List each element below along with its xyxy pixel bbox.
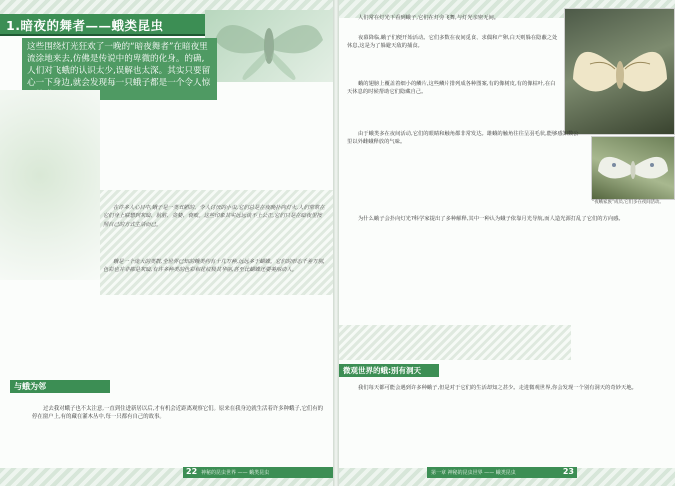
body-paragraph: 为什么蛾子会扑向灯光?科学家提出了多种解释,其中一种认为蛾子依靠月光导航,而人造光源打乱了它们的方向感。 [358, 216, 624, 222]
moth-photo-small [591, 136, 675, 200]
folio [183, 467, 333, 478]
italic-paragraph: 蛾是一个庞大的类群,全世界已知的蛾类约有十几万种,远远多于蝴蝶。它们的形态千差万别,色彩也并非都是灰暗,有许多种类的色彩和花纹极其华丽,甚至比蝴蝶还要美丽动人。 [103, 259, 325, 274]
left-page [0, 0, 333, 486]
page-number: 22 [186, 467, 198, 476]
body-paragraph: 蛾的翅膀上覆盖着细小的鳞片,这些鳞片排列成各种图案,有的像树皮,有的像枯叶,在白天休息的时候帮助它们隐藏自己。 [347, 81, 556, 96]
body-paragraph: 由于蛾类多在夜间活动,它们的眼睛和触角都非常发达。雄蛾的触角往往呈羽毛状,能够感知数公里以外雌蛾释放的气味。 [347, 131, 579, 146]
section-heading: 与蛾为邻 [14, 382, 46, 391]
right-page [339, 0, 675, 486]
body-paragraph: 夜幕降临,蛾子们便开始活动。它们多数在夜间觅食、求偶和产卵,白天则躲在隐蔽之处休息,这是为了躲避天敌的捕食。 [347, 35, 558, 50]
running-footer: 第一章 神秘的昆虫世界 —— 蛾类昆虫 [431, 470, 516, 476]
page-number: 23 [562, 467, 574, 476]
moth-illustration [205, 10, 333, 82]
body-paragraph: 过去我对蛾子也不太注意,一直到住进新居以后,才有机会近距离观察它们。原来在我身边就生活着许多种蛾子,它们有的停在窗户上,有的藏在灌木丛中,每一只都有自己的故事。 [32, 406, 324, 421]
folio [427, 467, 577, 478]
body-paragraph: 人们常在灯光下看到蛾子,它们在灯旁飞舞,与灯光亲密无间。 [358, 15, 500, 21]
article-title: 1.暗夜的舞者——蛾类昆虫 [6, 18, 164, 33]
photo-caption: “夜蛾家族”成员,它们多在夜间活动。 [592, 200, 664, 205]
lead-paragraph: 这些围绕灯光狂欢了一晚的“暗夜舞者”在暗夜里流涂地来去,仿佛是传说中的卑微的化身。的确,人们对飞蛾的认识太少,误解也太深。其实只要留心一下身边,就会发现每一只蛾子都是一个令人惊 [27, 42, 211, 88]
background-moth-art [0, 90, 100, 280]
body-paragraph: 我们每天都可能会遇到许多种蛾子,但是对于它们的生活却知之甚少。走进微观世界,你会发现一个别有洞天的奇妙天地。 [358, 385, 637, 391]
running-footer: 神秘的昆虫世界 —— 蛾类昆虫 [201, 470, 270, 476]
italic-paragraph: 在许多人心目中,蛾子是一类丑陋的、令人讨厌的小虫,它们总是在夜晚扑向灯火,人们常常在它们身上联想到灰暗、肮脏、贪婪、衰败。这些印象其实远远谈不上公正,它们只是在暗夜里按照自己的方式生活而已。 [103, 205, 325, 228]
hatched-panel [339, 325, 571, 360]
moth-photo [564, 8, 675, 135]
section-heading: 微观世界的蛾:别有洞天 [343, 366, 421, 375]
